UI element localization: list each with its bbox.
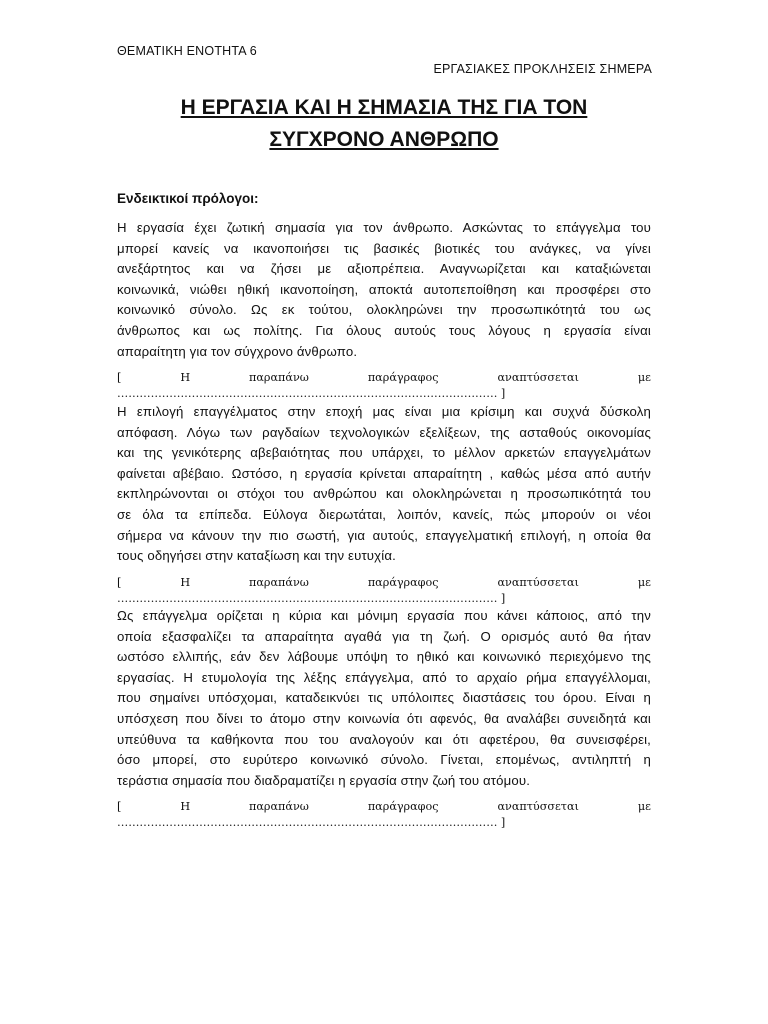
fill-word: Η: [180, 371, 191, 385]
fill-in-prompt-3: [117, 799, 651, 831]
fill-word: [: [117, 371, 122, 385]
paragraph-line: απόφαση. Λόγω των ραγδαίων τεχνολογικών εξελίξεων, της ασταθούς οικονομίας: [117, 424, 651, 440]
fill-blank-line[interactable]: ………………………………………………………………………………………… ]: [117, 387, 506, 401]
fill-blank-line[interactable]: ………………………………………………………………………………………… ]: [117, 591, 506, 605]
fill-word: Η: [180, 575, 191, 589]
page-title: [117, 92, 651, 156]
fill-word: παραπάνω: [249, 575, 309, 589]
paragraph-line: απαραίτητη για τον σύγχρονο άνθρωπο.: [117, 343, 358, 359]
fill-word: παραπάνω: [249, 371, 309, 385]
paragraph-line: εργασίας. Η ετυμολογία της λέξης επάγγελμα, από το αρχαίο ρήμα επαγγέλλομαι,: [117, 669, 651, 685]
fill-blank-line[interactable]: ………………………………………………………………………………………… ]: [117, 816, 506, 830]
paragraph-1: [117, 218, 651, 362]
header-topic: ΕΡΓΑΣΙΑΚΕΣ ΠΡΟΚΛΗΣΕΙΣ ΣΗΜΕΡΑ: [433, 62, 652, 76]
paragraph-line: ωστόσο ελλιπής, εάν δεν λάβουμε υπόψη το ηθικό και κοινωνικό περιεχόμενο της: [117, 649, 651, 665]
fill-word: [: [117, 575, 122, 589]
fill-word: παράγραφος: [367, 371, 439, 385]
paragraph-line: φαίνεται αβέβαιο. Ωστόσο, η εργασία κρίνεται απαραίτητη , καθώς μέσα από αυτήν: [117, 465, 651, 481]
title-line-2: ΣΥΓΧΡΟΝΟ ΑΝΘΡΩΠΟ: [269, 128, 499, 151]
paragraph-line: υπεύθυνα τα καθήκοντα που του αναλογούν και ότι αφετέρου, θα συνεισφέρει,: [117, 731, 651, 747]
title-line-1: Η ΕΡΓΑΣΙΑ ΚΑΙ Η ΣΗΜΑΣΙΑ ΤΗΣ ΓΙΑ ΤΟΝ: [180, 96, 588, 119]
fill-word: αναπτύσσεται: [497, 575, 579, 589]
paragraph-line: και της γενικότερης αβεβαιότητας που υπάρχει, το μέλλον αρκετών επαγγελμάτων: [117, 445, 651, 461]
paragraph-line: Ως επάγγελμα ορίζεται η κύρια και μόνιμη εργασία που κάνει κάποιος, από την: [117, 608, 651, 623]
fill-word: παράγραφος: [367, 575, 439, 589]
fill-word: Η: [180, 800, 191, 814]
paragraph-line: Η εργασία έχει ζωτική σημασία για τον άνθρωπο. Ασκώντας το επάγγελμα του: [117, 220, 651, 235]
paragraph-line: που σημαίνει υπόσχομαι, καταδεικνύει τις υπόλοιπες διαστάσεις του όρου. Είναι η: [117, 690, 651, 706]
paragraph-line: υπόσχεση που δίνει το άτομο στην κοινωνία ότι αφενός, θα αναλάβει συνειδητά και: [117, 710, 651, 726]
paragraph-line: τεράστια σημασία που διαδραματίζει η εργασία στην ζωή του ατόμου.: [117, 772, 531, 788]
fill-in-prompt-2: [117, 575, 651, 607]
fill-in-prompt-1: [117, 370, 651, 402]
fill-word: με: [637, 575, 651, 589]
fill-word: παραπάνω: [249, 800, 309, 814]
paragraph-line: μπορεί κανείς να ικανοποιήσει τις βασικές βιοτικές του ανάγκες, να γίνει: [117, 240, 651, 256]
paragraph-block-2: [117, 402, 651, 607]
prologue-label: Ενδεικτικοί πρόλογοι:: [117, 191, 259, 206]
paragraph-line: εκπληρώνονται οι στόχοι του ανθρώπου και ολοκληρώνεται η προσωπικότητά του: [117, 486, 651, 502]
header-unit: ΘΕΜΑΤΙΚΗ ΕΝΟΤΗΤΑ 6: [117, 44, 257, 58]
paragraph-line: σε όλα τα επίπεδα. Εύλογα διερωτάται, λοιπόν, κανείς, πώς μπορούν οι νέοι: [117, 506, 651, 522]
paragraph-3: [117, 606, 651, 791]
fill-word: [: [117, 800, 122, 814]
paragraph-line: άνθρωπος και ως πολίτης. Για όλους αυτούς τους λόγους η εργασία είναι: [117, 322, 651, 338]
paragraph-block-3: [117, 606, 651, 831]
paragraph-2: [117, 402, 651, 567]
paragraph-line: κοινωνικό σύνολο. Ως εκ τούτου, ολοκληρώνει την προσωπικότητά του ως: [117, 302, 651, 318]
paragraph-line: οποία εξασφαλίζει τα απαραίτητα αγαθά για τη ζωή. Ο ορισμός αυτό θα ήταν: [117, 628, 651, 644]
paragraph-line: ανεξάρτητος και να ζήσει με αξιοπρέπεια. Αναγνωρίζεται και καταξιώνεται: [117, 261, 651, 277]
fill-word: αναπτύσσεται: [497, 800, 579, 814]
paragraph-line: κοινωνικά, νιώθει ηθική ικανοποίηση, αποκτά αυτοπεποίθηση και προσφέρει στο: [117, 281, 651, 297]
fill-word: με: [637, 371, 651, 385]
fill-word: παράγραφος: [367, 800, 439, 814]
fill-word: αναπτύσσεται: [497, 371, 579, 385]
paragraph-line: όσο μπορεί, στο ευρύτερο κοινωνικό σύνολο. Γίνεται, επομένως, αντιληπτή η: [117, 752, 651, 768]
paragraph-block-1: [117, 218, 651, 402]
paragraph-line: Η επιλογή επαγγέλματος στην εποχή μας είναι μια κρίσιμη και συχνά δύσκολη: [117, 404, 651, 419]
fill-word: με: [637, 800, 651, 814]
paragraph-line: τους οδηγήσει στην καταξίωση και την ευτυχία.: [117, 548, 396, 564]
paragraph-line: σήμερα να κάνουν την πιο σωστή, για αυτούς, επαγγελματική επιλογή, η οποία θα: [117, 527, 651, 543]
